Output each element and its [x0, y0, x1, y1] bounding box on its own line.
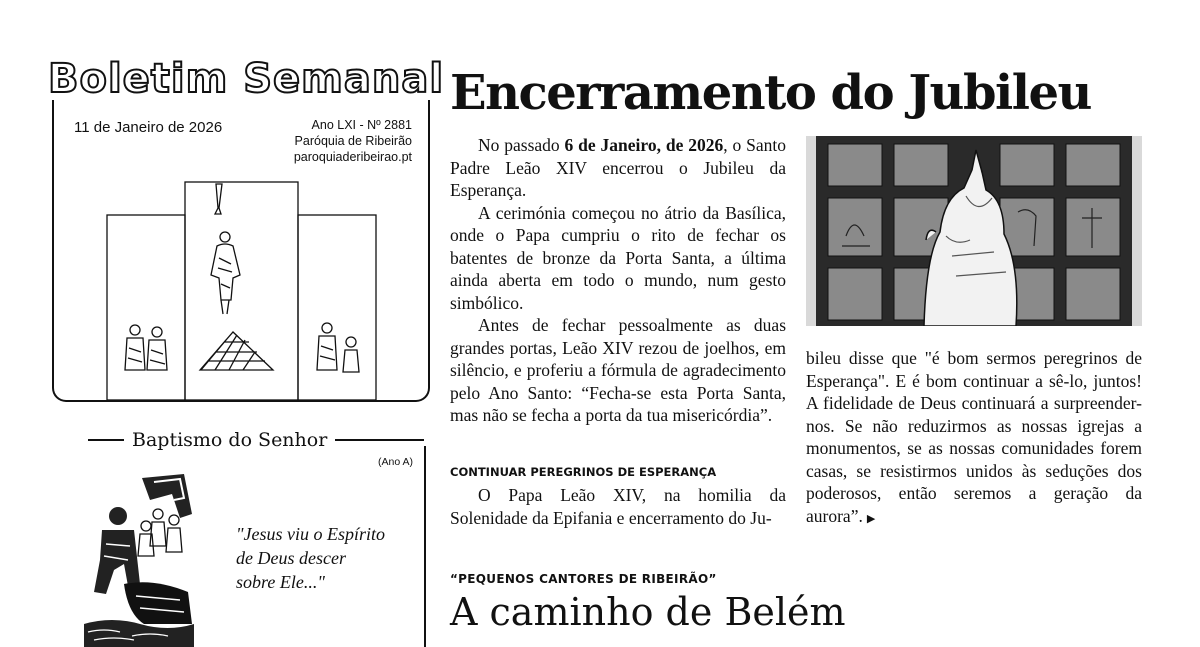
- next-article-headline: A caminho de Belém: [450, 590, 846, 634]
- holy-door-photo: [806, 136, 1142, 326]
- paragraph-text: bileu disse que "é bom sermos peregrinos de Esperança". E é bom continuar a sê-lo, juntos! A fidelidade de Deus continuará a surpreender-nos. Se não reduzirmos as nossas igrejas a monumentos, se as nossas comunidades forem casas, se resistirmos unidos às seduções dos poderosos, então seremos a geração da aurora”.: [806, 348, 1142, 526]
- article-paragraph: A cerimónia começou no átrio da Basílica, onde o Papa cumpriu o rito de fechar os batentes de bronze da Porta Santa, a última ainda aberta em todo o mundo, num gesto simbólico.: [450, 202, 786, 313]
- article-column-2: [806, 347, 1142, 530]
- highlighted-date: 6 de Janeiro, de 2026: [564, 135, 724, 155]
- article-subheading: CONTINUAR PEREGRINOS DE ESPERANÇA: [450, 465, 717, 479]
- parish-name: Paróquia de Ribeirão: [294, 134, 412, 148]
- heading-rule-right: [335, 439, 424, 441]
- gospel-frame-line: [424, 446, 426, 647]
- issue-date: 11 de Janeiro de 2026: [74, 119, 223, 136]
- liturgical-year: (Ano A): [378, 456, 414, 468]
- next-article-kicker: “PEQUENOS CANTORES DE RIBEIRÃO”: [450, 572, 717, 586]
- article-paragraph: O Papa Leão XIV, na homilia da Solenidade da Epifania e encerramento do Ju-: [450, 485, 786, 528]
- issue-meta: [250, 117, 412, 165]
- issue-number: Ano LXI - Nº 2881: [311, 118, 412, 132]
- article-paragraph: Antes de fechar pessoalmente as duas grandes portas, Leão XIV rezou de joelhos, em silêncio, e proferiu a fórmula de agradecimento pelo Ano Santo: “Fecha-se esta Porta Santa, mas não se fecha a porta da tua misericórdia”.: [450, 315, 786, 425]
- baptism-illustration: [84, 474, 194, 647]
- article-headline: Encerramento do Jubileu: [450, 65, 1091, 121]
- article-column-1: [450, 134, 786, 427]
- quote-line: sobre Ele...": [236, 572, 325, 592]
- heading-rule-left: [88, 439, 124, 441]
- end-of-article-icon: ▶: [866, 512, 876, 525]
- gospel-quote: [236, 522, 416, 594]
- quote-line: de Deus descer: [236, 548, 346, 568]
- gospel-section-heading: [88, 428, 424, 452]
- paragraph-text: No passado: [478, 135, 565, 155]
- altar-illustration: [105, 180, 380, 400]
- parish-website: paroquiaderibeirao.pt: [293, 150, 412, 164]
- article-paragraph: [450, 134, 786, 202]
- paragraph-text: , o Santo Padre Leão XIV encerrou o Jubileu da Esperança.: [450, 135, 786, 200]
- masthead-title: Boletim Semanal: [48, 56, 445, 102]
- quote-line: "Jesus viu o Espírito: [236, 524, 386, 544]
- gospel-title: Baptismo do Senhor: [132, 429, 328, 451]
